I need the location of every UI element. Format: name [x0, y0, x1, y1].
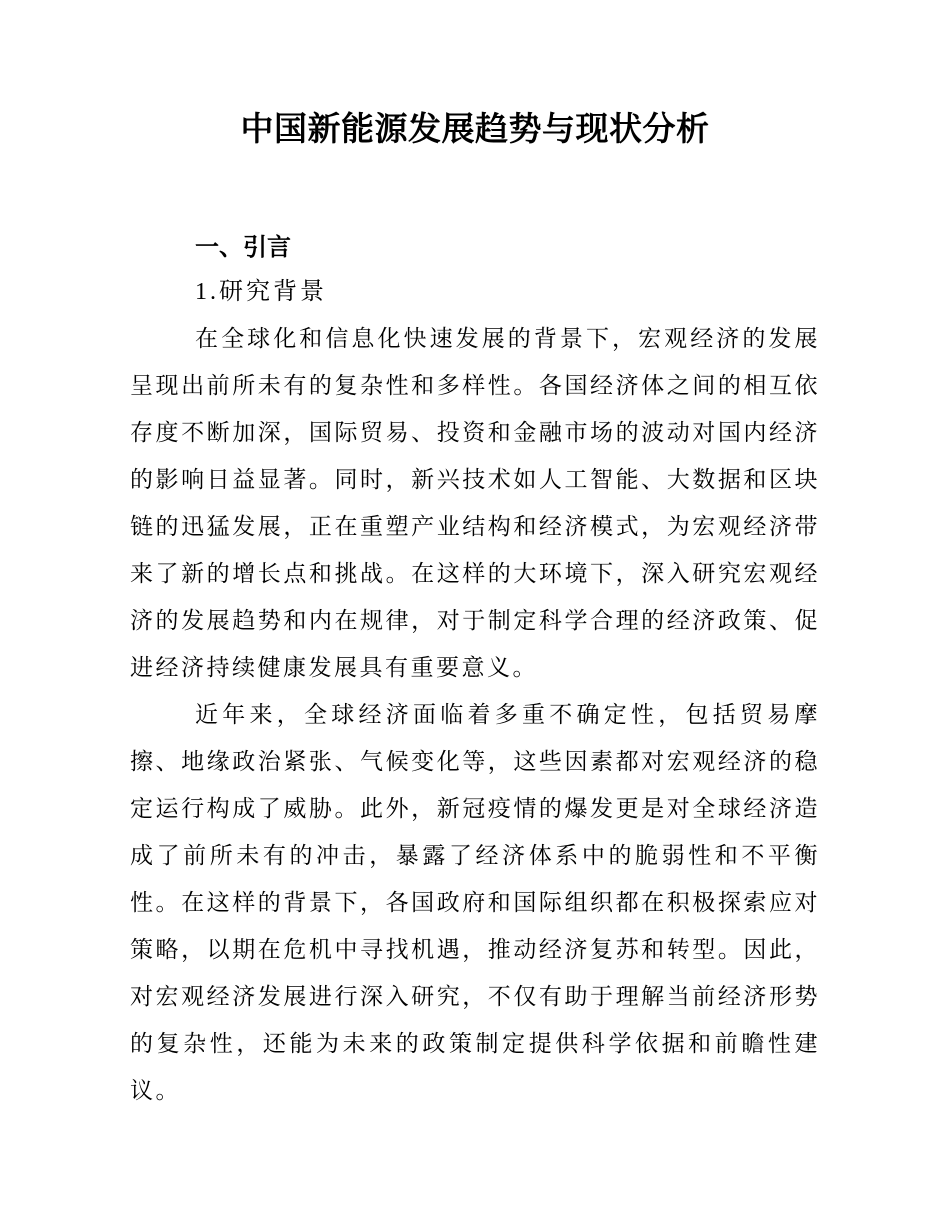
paragraph: 近年来，全球经济面临着多重不确定性，包括贸易摩擦、地缘政治紧张、气候变化等，这些因素都对宏观经济的稳定运行构成了威胁。此外，新冠疫情的爆发更是对全球经济造成了前所未有的冲击，暴露了经济体系中的脆弱性和不平衡性。在这样的背景下，各国政府和国际组织都在积极探索应对策略，以期在危机中寻找机遇，推动经济复苏和转型。因此，对宏观经济发展进行深入研究，不仅有助于理解当前经济形势的复杂性，还能为未来的政策制定提供科学依据和前瞻性建议。: [130, 702, 820, 1103]
subsection-heading-research-background: 1.研究背景: [195, 279, 327, 305]
document-title: 中国新能源发展趋势与现状分析: [240, 110, 710, 147]
paragraph: 在全球化和信息化快速发展的背景下，宏观经济的发展呈现出前所未有的复杂性和多样性。各国经济体之间的相互依存度不断加深，国际贸易、投资和金融市场的波动对国内经济的影响日益显著。同时，新兴技术如人工智能、大数据和区块链的迅猛发展，正在重塑产业结构和经济模式，为宏观经济带来了新的增长点和挑战。在这样的大环境下，深入研究宏观经济的发展趋势和内在规律，对于制定科学合理的经济政策、促进经济持续健康发展具有重要意义。: [130, 326, 820, 680]
section-heading-introduction: 一、引言: [195, 234, 291, 261]
